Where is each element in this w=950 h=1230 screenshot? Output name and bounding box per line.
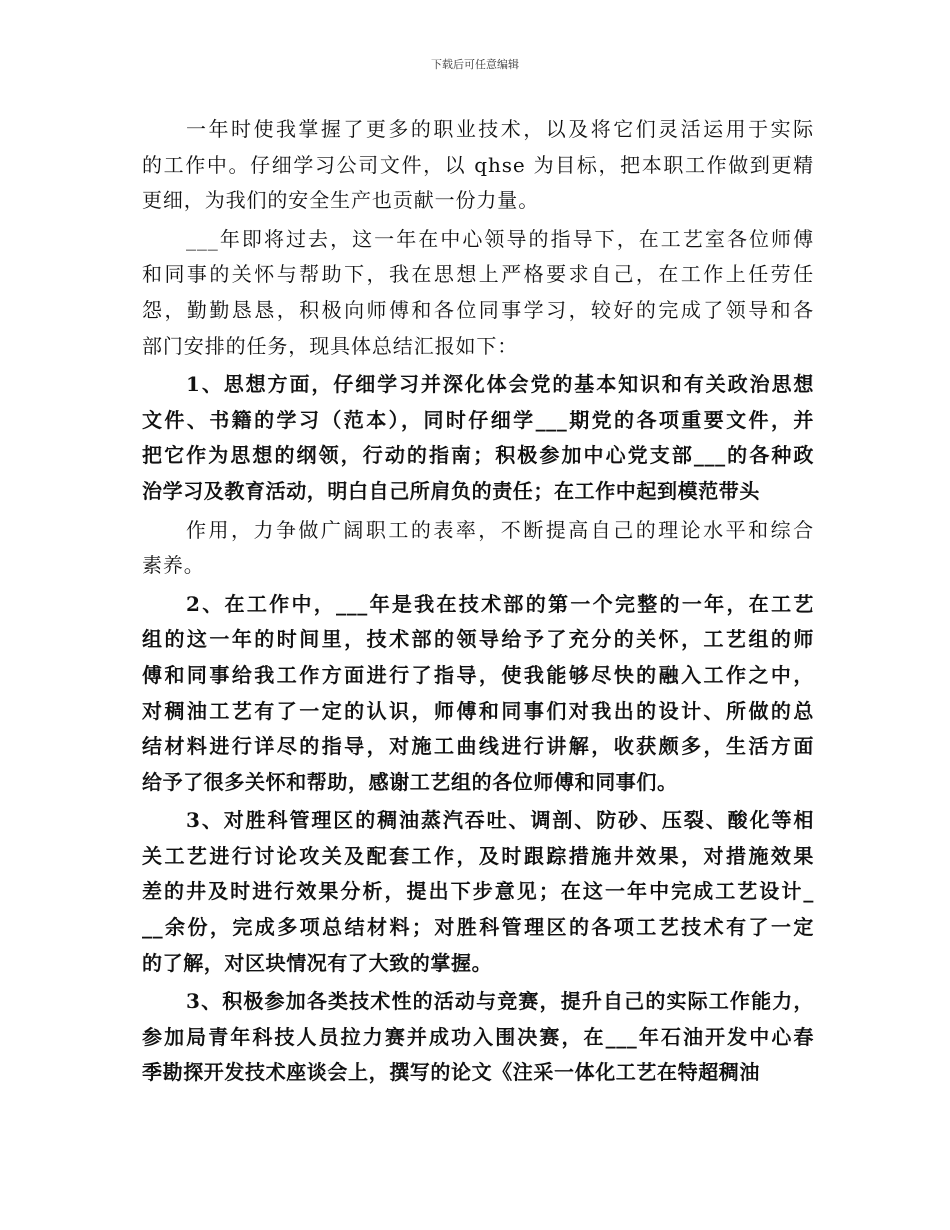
paragraph [142,112,814,219]
paragraph-line: 作用，力争做广阔职工的表率，不断提高自己的理论水平和综合 [186,517,814,542]
paragraph-line: 文件、书籍的学习（范本），同时仔细学___期党的各项重要文件，并 [142,407,814,432]
paragraph [142,367,814,509]
paragraph [142,513,814,584]
paragraph-line: 给予了很多关怀和帮助，感谢工艺组的各位师傅和同事们。 [142,769,678,794]
paragraph [142,587,814,801]
paragraph-line: 关工艺进行讨论攻关及配套工作，及时跟踪措施井效果，对措施效果 [142,843,814,868]
paragraph-line: __余份，完成多项总结材料；对胜科管理区的各项工艺技术有了一定 [142,915,814,940]
paragraph-line: 1、思想方面，仔细学习并深化体会党的基本知识和有关政治思想 [186,372,814,397]
document-body [142,112,814,1094]
paragraph-line: 治学习及教育活动，明白自己所肩负的责任；在工作中起到模范带头 [142,478,760,503]
paragraph-line: 一年时使我掌握了更多的职业技术，以及将它们灵活运用于实际 [186,117,814,141]
paragraph-line: 2、在工作中，___年是我在技术部的第一个完整的一年，在工艺 [186,591,814,616]
paragraph-line: 的工作中。仔细学习公司文件，以 qhse 为目标，把本职工作做到更精 [142,152,814,177]
paragraph-line: 差的井及时进行效果分析，提出下步意见；在这一年中完成工艺设计_ [142,879,814,904]
paragraph-line: 参加局青年科技人员拉力赛并成功入围决赛，在___年石油开发中心春 [142,1024,814,1049]
paragraph-line: 组的这一年的时间里，技术部的领导给予了充分的关怀，工艺组的师 [142,627,814,652]
paragraph [142,984,814,1091]
paragraph-line: 把它作为思想的纲领，行动的指南；积极参加中心党支部___的各种政 [142,443,814,468]
paragraph-line: ___年即将过去，这一年在中心领导的指导下，在工艺室各位师傅 [186,226,814,251]
paragraph-line: 季勘探开发技术座谈会上，撰写的论文《注采一体化工艺在特超稠油 [142,1060,760,1085]
paragraph-line: 的了解，对区块情况有了大致的掌握。 [142,950,493,975]
paragraph-line: 怨，勤勤恳恳，积极向师傅和各位同事学习，较好的完成了领导和各 [142,297,814,322]
paragraph-line: 结材料进行详尽的指导，对施工曲线进行讲解，收获颇多，生活方面 [142,734,814,759]
paragraph-line: 更细，为我们的安全生产也贡献一份力量。 [142,188,540,213]
paragraph-line: 傅和同事给我工作方面进行了指导，使我能够尽快的融入工作之中， [142,662,814,687]
paragraph [142,222,814,364]
paragraph-line: 对稠油工艺有了一定的认识，师傅和同事们对我出的设计、所做的总 [142,698,814,723]
page-header: 下载后可任意编辑 [431,58,519,71]
paragraph-gap [142,1091,814,1094]
paragraph-line: 部门安排的任务，现具体总结汇报如下： [142,333,519,358]
paragraph-line: 3、积极参加各类技术性的活动与竞赛，提升自己的实际工作能力， [186,989,814,1014]
paragraph-line: 3、对胜科管理区的稠油蒸汽吞吐、调剖、防砂、压裂、酸化等相 [186,808,814,833]
paragraph [142,803,814,981]
paragraph-line: 和同事的关怀与帮助下，我在思想上严格要求自己，在工作上任劳任 [142,262,814,287]
paragraph-line: 素养。 [142,553,205,578]
